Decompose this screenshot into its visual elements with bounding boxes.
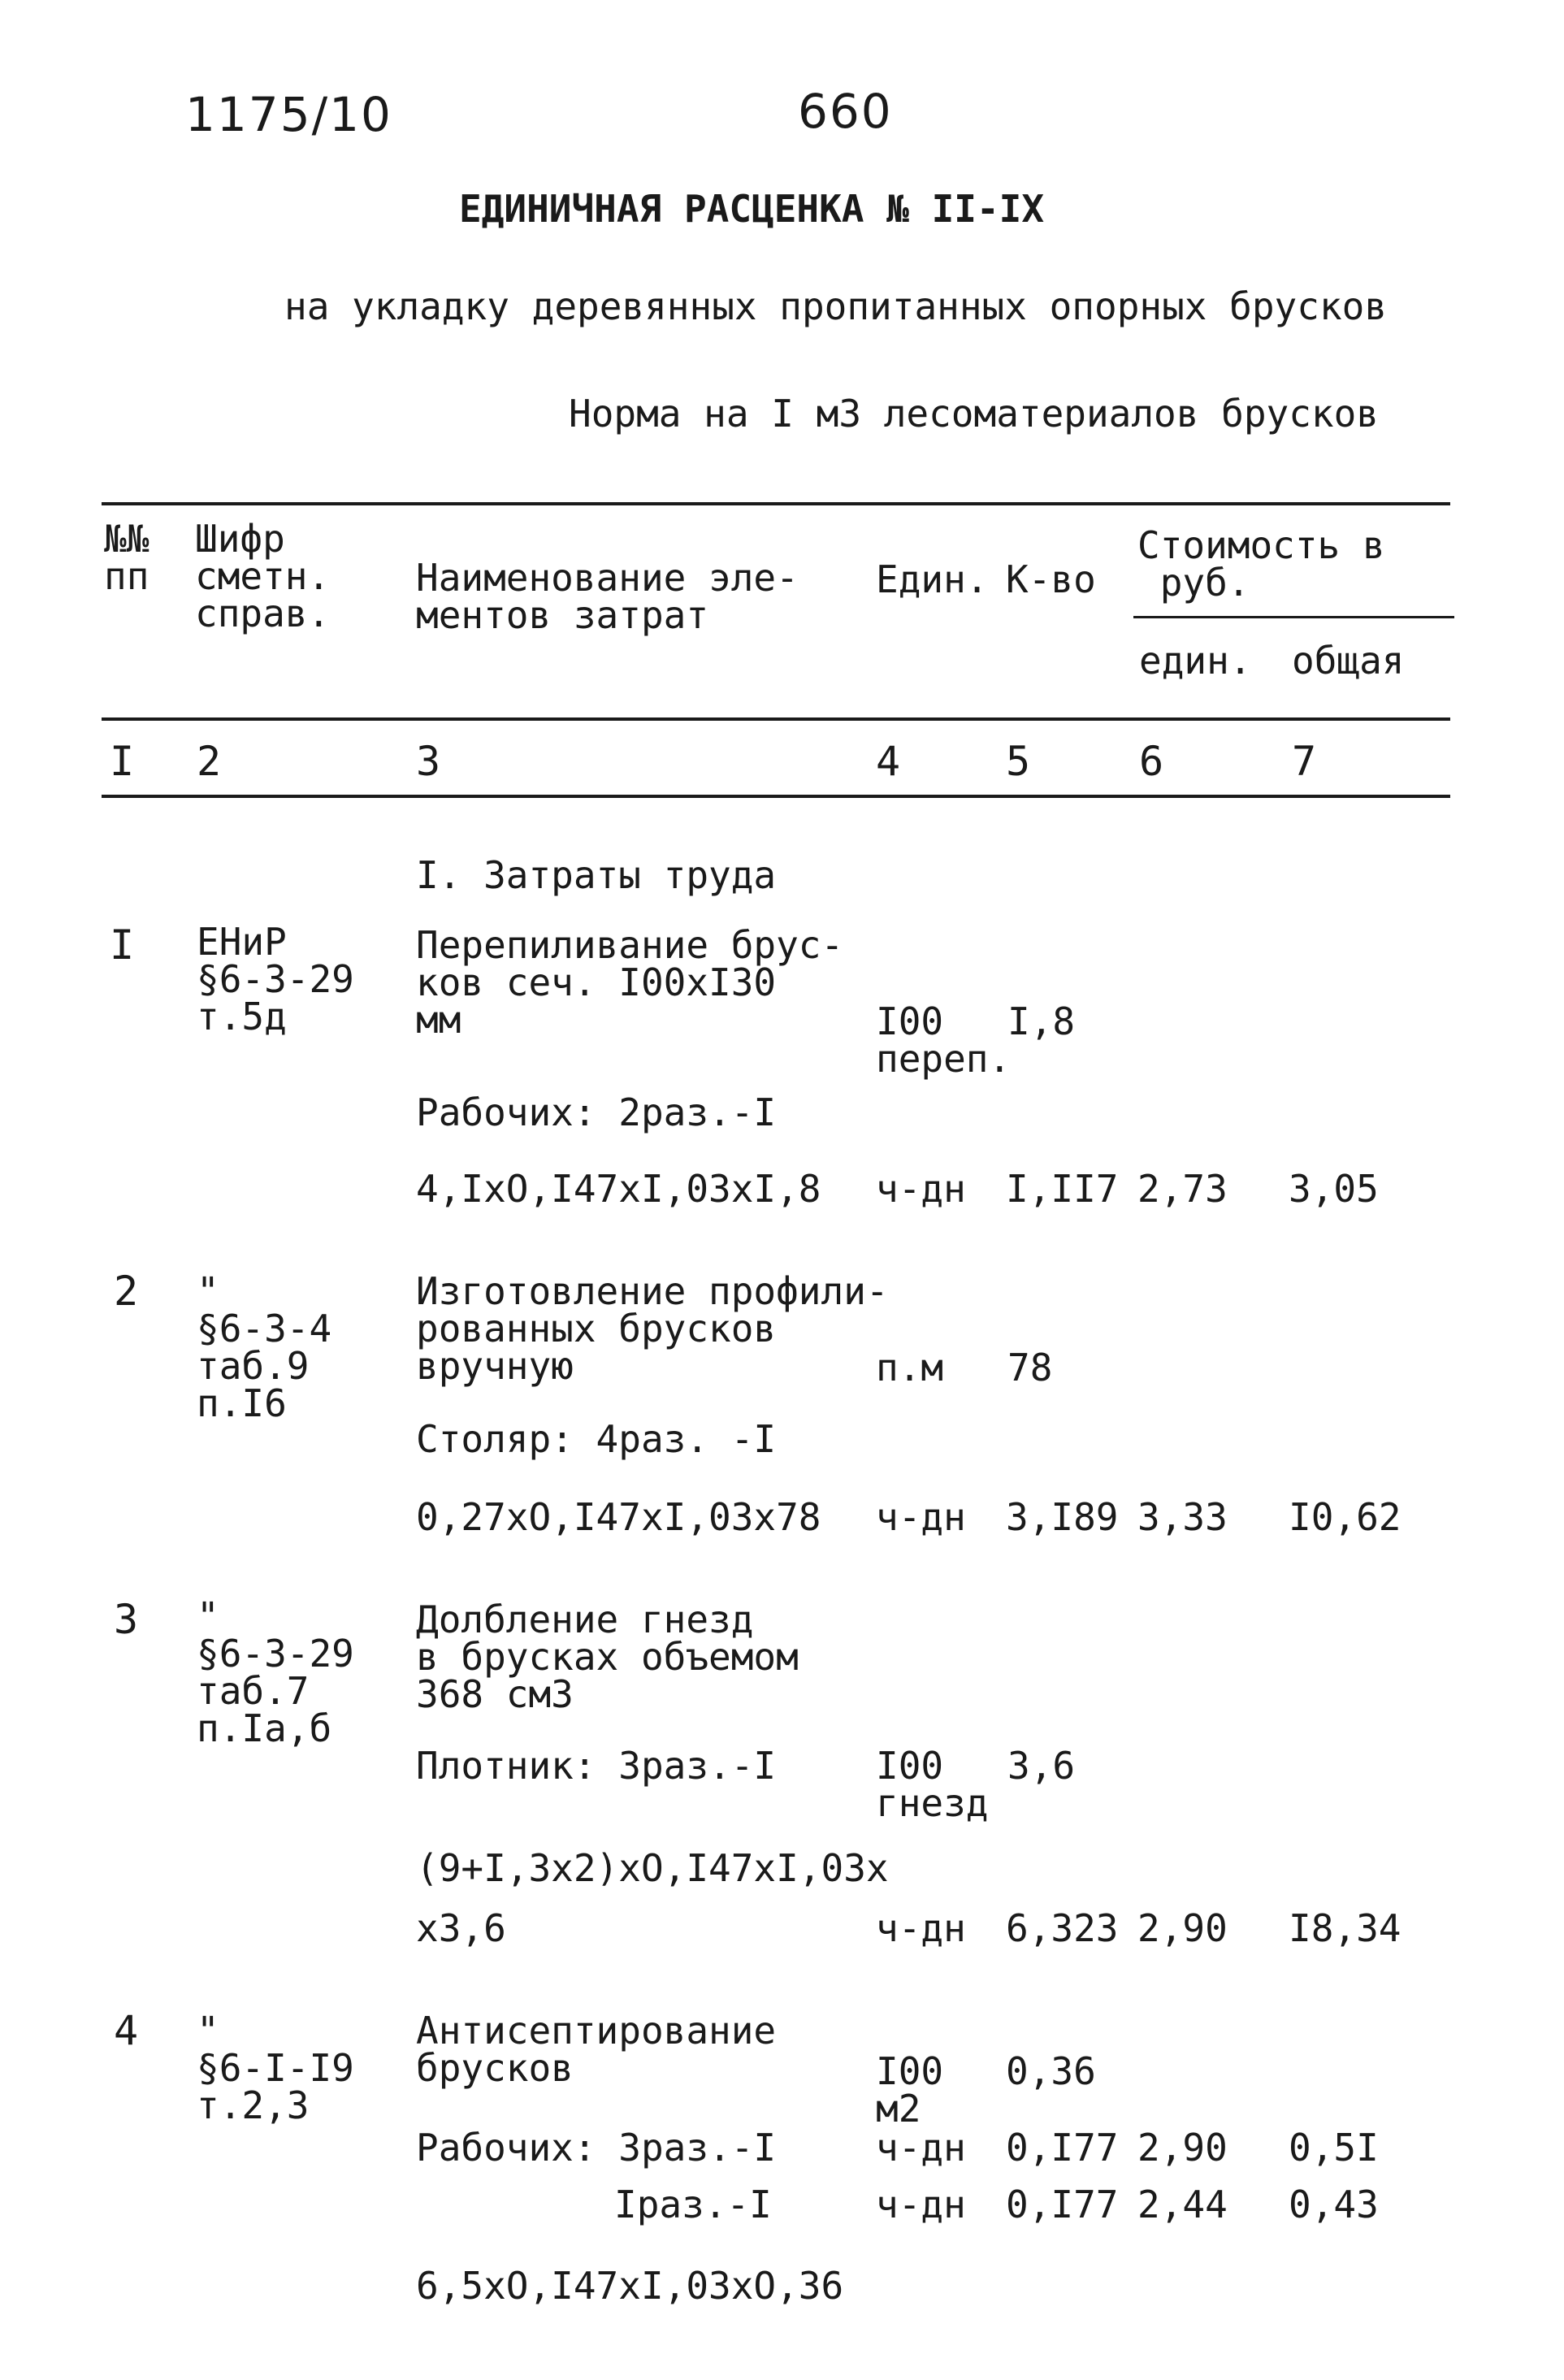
header-col-number: №№ пп [104, 517, 149, 598]
row-code: " §6-I-I9 т.2,3 [197, 2009, 354, 2127]
document-number: 1175/10 [185, 87, 392, 142]
header-col-name: Наименование эле- ментов затрат [416, 556, 799, 637]
row-worker-2-price: 2,44 [1137, 2183, 1228, 2226]
header-bottom-rule [102, 717, 1450, 721]
column-numbers-rule [102, 795, 1450, 798]
row-formula: 4,IxO,I47xI,03xI,8 [416, 1167, 821, 1211]
row-qty: 3,6 [1007, 1744, 1076, 1788]
row-unit: I00 м2 [876, 2049, 944, 2131]
col-number-4: 4 [876, 738, 901, 785]
row-number: 4 [114, 2007, 139, 2054]
col-number-7: 7 [1292, 738, 1317, 785]
header-col-qty: К-во [1006, 557, 1096, 601]
row-unit-price: 3,33 [1137, 1495, 1228, 1539]
row-worker: Рабочих: 2раз.-I [416, 1090, 777, 1134]
row-code: " §6-3-29 таб.7 п.Iа,б [197, 1594, 354, 1750]
row-qty: 78 [1007, 1346, 1053, 1389]
row-unit: I00 гнезд [876, 1744, 989, 1825]
row-worker-1-unit: ч-дн [876, 2126, 966, 2170]
col-number-6: 6 [1139, 738, 1164, 785]
row-unit-price: 2,90 [1137, 1906, 1228, 1950]
row-formula: 0,27xO,I47xI,03x78 [416, 1495, 821, 1539]
row-qty: 0,36 [1006, 2049, 1096, 2093]
row-name: Долбление гнезд в брусках объемом 368 см3 [416, 1598, 799, 1716]
row-worker: Столяр: 4раз. -I [416, 1417, 777, 1461]
document-title: ЕДИНИЧНАЯ РАСЦЕНКА № II-IX [459, 187, 1045, 231]
row-formula-line-2: x3,6 [416, 1906, 506, 1950]
row-worker-2: Iраз.-I [614, 2183, 772, 2226]
cost-subheader-rule [1133, 616, 1454, 618]
row-formula-unit: ч-дн [876, 1495, 966, 1539]
table-top-rule [102, 502, 1450, 505]
row-unit-price: 2,73 [1137, 1167, 1228, 1211]
col-number-3: 3 [416, 738, 441, 785]
row-code: " §6-3-4 таб.9 п.I6 [197, 1269, 332, 1425]
row-name: Антисептирование брусков [416, 2009, 777, 2090]
document-subtitle: на укладку деревянных пропитанных опорных брусков [284, 284, 1388, 328]
row-worker-1-price: 2,90 [1137, 2126, 1228, 2170]
row-formula-qty: 6,323 [1006, 1906, 1119, 1950]
row-worker: Плотник: 3раз.-I [416, 1744, 777, 1788]
row-name: Изготовление профили- рованных брусков вручную [416, 1269, 889, 1388]
header-col-cost: Стоимость в руб. [1137, 523, 1385, 605]
row-formula-unit: ч-дн [876, 1906, 966, 1950]
row-formula-unit: ч-дн [876, 1167, 966, 1211]
row-unit: I00 переп. [876, 999, 1012, 1081]
page-number: 660 [798, 84, 893, 139]
row-worker-2-total: 0,43 [1289, 2183, 1379, 2226]
row-total: I0,62 [1289, 1495, 1402, 1539]
header-col-unit: Един. [876, 557, 989, 601]
header-col-unit-price: един. [1139, 639, 1252, 683]
row-formula: 6,5xO,I47xI,03xO,36 [416, 2264, 844, 2308]
row-worker-1: Рабочих: 3раз.-I [416, 2126, 777, 2170]
col-number-2: 2 [197, 738, 222, 785]
header-col-total: общая [1292, 639, 1405, 683]
row-qty: I,8 [1007, 999, 1076, 1043]
row-unit: п.м [876, 1346, 944, 1389]
row-worker-2-qty: 0,I77 [1006, 2183, 1119, 2226]
row-number: I [110, 921, 135, 969]
row-formula-qty: I,II7 [1006, 1167, 1119, 1211]
header-col-code: Шифр сметн. справ. [195, 517, 331, 635]
row-worker-1-qty: 0,I77 [1006, 2126, 1119, 2170]
row-formula-line-1: (9+I,3x2)xO,I47xI,03x [416, 1846, 889, 1890]
row-code: ЕНиР §6-3-29 т.5д [197, 920, 354, 1038]
section-title: I. Затраты труда [416, 853, 777, 897]
row-number: 3 [114, 1596, 139, 1643]
norm-line: Норма на I м3 лесоматериалов брусков [569, 392, 1379, 436]
row-number: 2 [114, 1268, 139, 1315]
col-number-5: 5 [1006, 738, 1031, 785]
col-number-1: I [110, 738, 135, 785]
row-total: I8,34 [1289, 1906, 1402, 1950]
row-name: Перепиливание брус- ков сеч. I00xI30 мм [416, 923, 844, 1042]
row-formula-qty: 3,I89 [1006, 1495, 1119, 1539]
row-worker-1-total: 0,5I [1289, 2126, 1379, 2170]
row-worker-2-unit: ч-дн [876, 2183, 966, 2226]
row-total: 3,05 [1289, 1167, 1379, 1211]
